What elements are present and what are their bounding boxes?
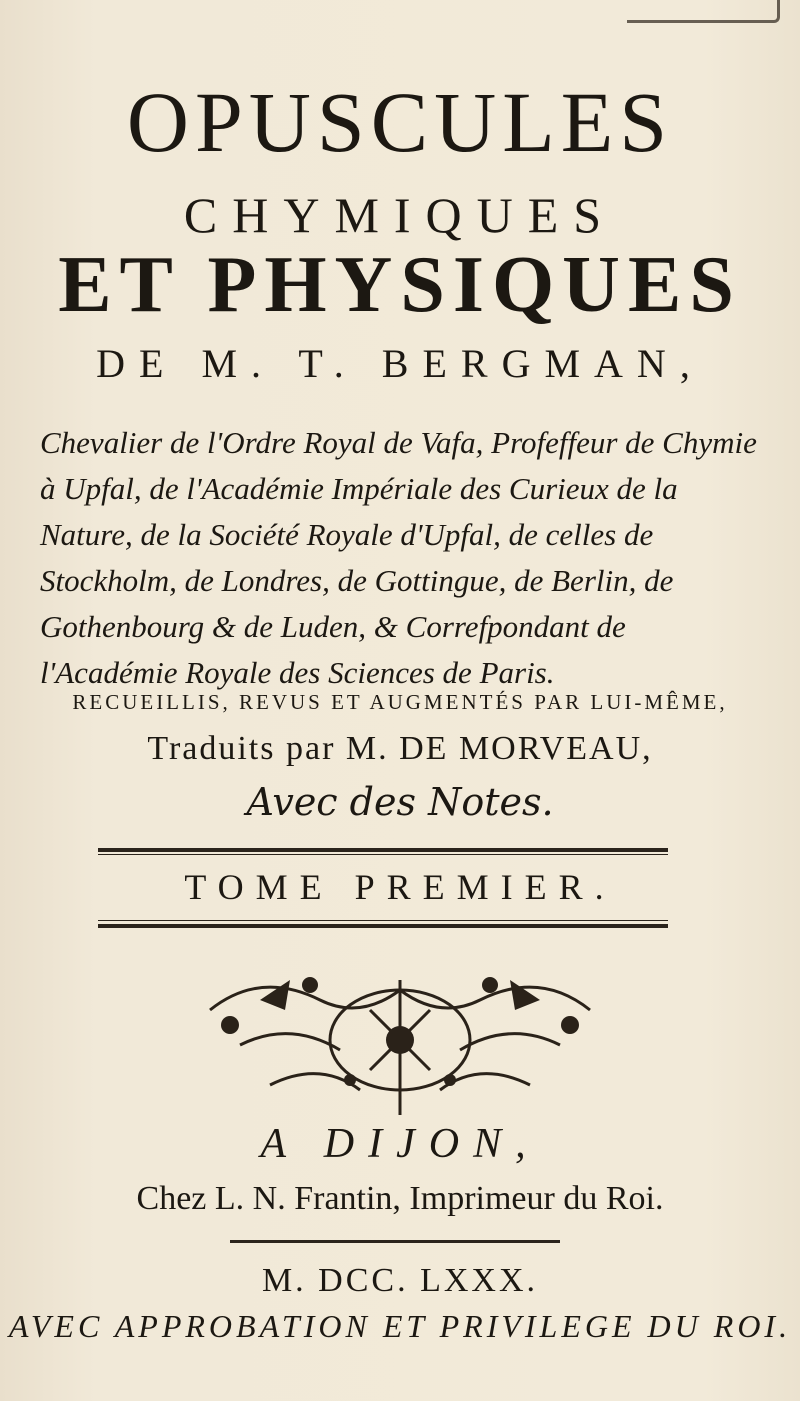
year-line: M. DCC. LXXX. (261, 1262, 539, 1299)
city-line: A DIJON, (260, 1121, 540, 1167)
translator-line: Traduits par M. DE MORVEAU, (147, 730, 653, 767)
title-line-2: CHYMIQUES (183, 187, 617, 243)
title-line-3: ET PHYSIQUES (58, 241, 742, 329)
rule-bottom-thin (98, 920, 668, 921)
rule-imprint (230, 1240, 560, 1243)
rule-top (98, 848, 668, 852)
collected-line: RECUEILLIS, REVUS ET AUGMENTÉS PAR LUI-MÊME, (72, 690, 728, 714)
author-description: Chevalier de l'Ordre Royal de Vafa, Profeffeur de Chymie à Upfal, de l'Académie Impériale des Curieux de la Nature, de la Société Royale d'Upfal, de celles de Stockholm, de Londres, de Gottingue, de Berlin, de Gothenbourg & de Luden, & Correfpondant de l'Académie Royale des Sciences de Paris. (40, 425, 757, 690)
title-line-1: OPUSCULES (126, 74, 674, 170)
volume-line: TOME PREMIER. (184, 867, 616, 907)
page-edge-mark (627, 0, 780, 23)
rule-top-thin (98, 854, 668, 855)
privilege-line: AVEC APPROBATION ET PRIVILEGE DU ROI. (8, 1308, 792, 1344)
printer-line: Chez L. N. Frantin, Imprimeur du Roi. (136, 1180, 664, 1217)
rule-bottom (98, 924, 668, 928)
author-line: DE M. T. BERGMAN, (96, 341, 704, 386)
notes-line: Avec des Notes. (246, 780, 554, 824)
ornament-vignette-icon (200, 950, 600, 1120)
